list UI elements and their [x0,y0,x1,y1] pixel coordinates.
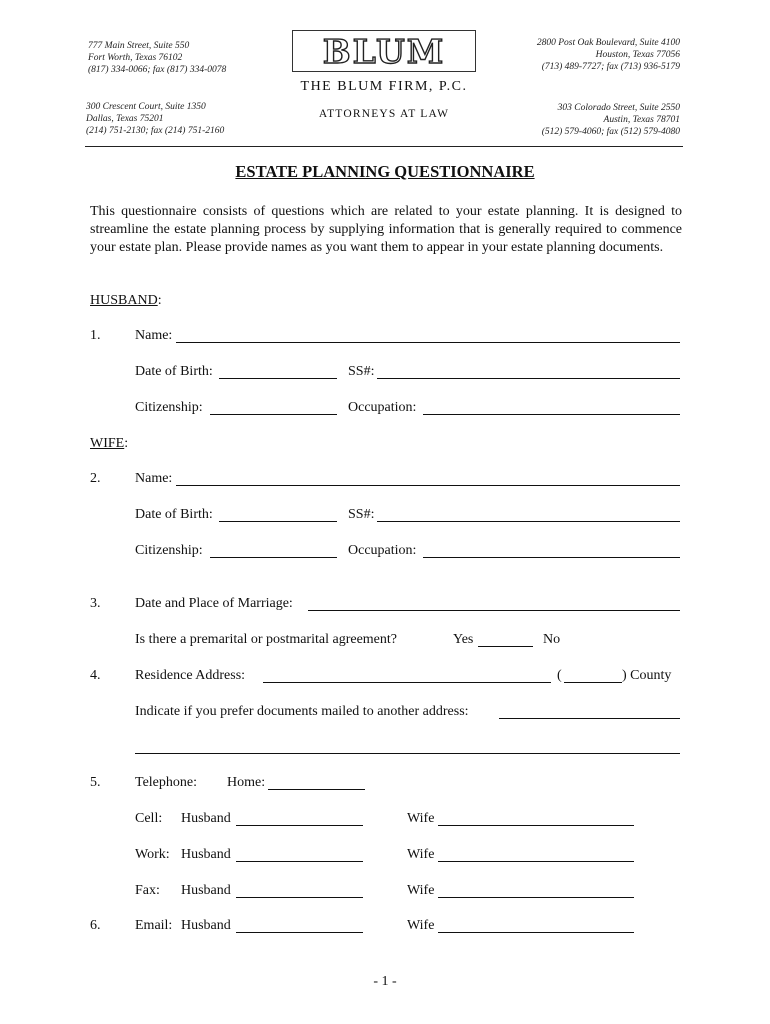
wife-dob-field[interactable] [219,521,337,522]
telephone-label: Telephone: [135,775,197,790]
county-field[interactable] [564,682,622,683]
office-austin: 303 Colorado Street, Suite 2550 Austin, Texas 78701 (512) 579-4060; fax (512) 579-4080 [541,103,680,137]
office-dallas: 300 Crescent Court, Suite 1350 Dallas, Texas 75201 (214) 751-2130; fax (214) 751-2160 [86,102,225,136]
home-phone-field[interactable] [268,789,365,790]
wife-name-field[interactable] [176,485,680,486]
cell-label: Cell: [135,811,163,826]
email-wife-label: Wife [407,918,435,933]
wife-name-label: Name: [135,471,173,486]
mail-address-field[interactable] [499,718,680,719]
agreement-yes-field[interactable] [478,646,533,647]
page-title: ESTATE PLANNING QUESTIONNAIRE [235,162,535,181]
husband-ss-field[interactable] [377,378,680,379]
email-husband-field[interactable] [236,932,363,933]
firm-name: THE BLUM FIRM, P.C. [300,79,468,94]
work-wife-label: Wife [407,847,435,862]
email-label: Email: [135,918,173,933]
fax-husband-label: Husband [181,883,231,898]
wife-ss-label: SS#: [348,507,375,522]
cell-wife-label: Wife [407,811,435,826]
agreement-question: Is there a premarital or postmarital agreement? [135,632,397,647]
email-wife-field[interactable] [438,932,634,933]
residence-number: 4. [90,668,101,683]
husband-number: 1. [90,328,101,343]
wife-ss-field[interactable] [377,521,680,522]
office-fort-worth: 777 Main Street, Suite 550 Fort Worth, Texas 76102 (817) 334-0066; fax (817) 334-0078 [88,41,227,75]
marriage-number: 3. [90,596,101,611]
husband-occupation-label: Occupation: [348,400,417,415]
email-husband-label: Husband [181,918,231,933]
husband-ss-label: SS#: [348,364,375,379]
fax-wife-field[interactable] [438,897,634,898]
fax-label: Fax: [135,883,160,898]
residence-field[interactable] [263,682,551,683]
wife-heading: WIFE: [90,436,129,451]
wife-occupation-field[interactable] [423,557,680,558]
work-wife-field[interactable] [438,861,634,862]
intro-paragraph: This questionnaire consists of questions which are related to your estate planning. It is designed to streamline the estate planning process by supplying information that is generally required to commence your estate plan. Please provide names as you want them to appear in your estate planning documents. [90,204,682,255]
wife-occupation-label: Occupation: [348,543,417,558]
work-label: Work: [135,847,170,862]
fax-husband-field[interactable] [236,897,363,898]
agreement-yes-label: Yes [453,632,474,647]
marriage-label: Date and Place of Marriage: [135,596,293,611]
work-husband-field[interactable] [236,861,363,862]
header-divider [85,146,683,147]
fax-wife-label: Wife [407,883,435,898]
agreement-no-label: No [543,632,561,647]
mail-address-label: Indicate if you prefer documents mailed to another address: [135,704,469,719]
cell-husband-label: Husband [181,811,231,826]
mail-address-field-line2[interactable] [135,753,680,754]
husband-name-field[interactable] [176,342,680,343]
cell-husband-field[interactable] [236,825,363,826]
husband-occupation-field[interactable] [423,414,680,415]
husband-citizenship-field[interactable] [210,414,337,415]
husband-heading: HUSBAND: [90,293,162,308]
residence-label: Residence Address: [135,668,246,683]
cell-wife-field[interactable] [438,825,634,826]
wife-citizenship-label: Citizenship: [135,543,203,558]
page-number: - 1 - [373,974,397,989]
home-phone-label: Home: [227,775,266,790]
firm-logo [292,30,476,72]
husband-dob-label: Date of Birth: [135,364,213,379]
work-husband-label: Husband [181,847,231,862]
office-houston: 2800 Post Oak Boulevard, Suite 4100 Houston, Texas 77056 (713) 489-7727; fax (713) 936-5179 [536,38,680,72]
marriage-field[interactable] [308,610,680,611]
husband-dob-field[interactable] [219,378,337,379]
telephone-number: 5. [90,775,101,790]
county-open-paren: ( [557,668,562,683]
wife-dob-label: Date of Birth: [135,507,213,522]
husband-name-label: Name: [135,328,173,343]
logo-text: BLUM [322,31,446,71]
wife-number: 2. [90,471,101,486]
firm-tagline: ATTORNEYS AT LAW [318,108,450,120]
wife-citizenship-field[interactable] [210,557,337,558]
email-number: 6. [90,918,101,933]
county-label: ) County [622,668,672,683]
husband-citizenship-label: Citizenship: [135,400,203,415]
